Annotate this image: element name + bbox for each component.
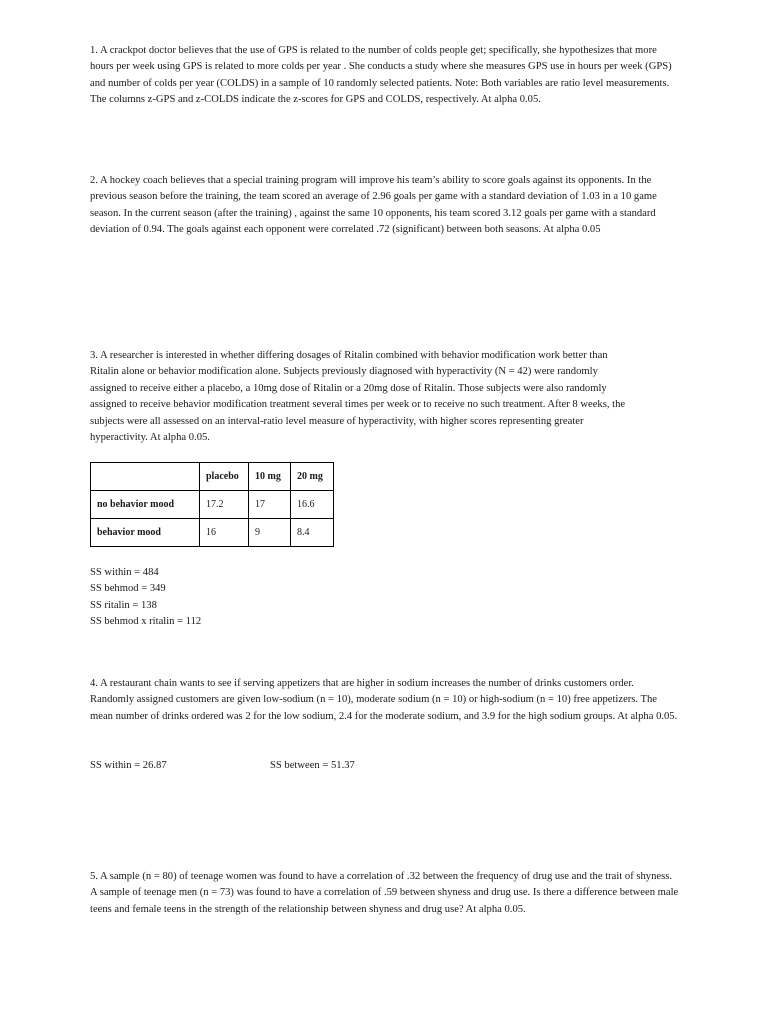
ritalin-means-table <box>90 462 334 547</box>
table-header-cell: placebo <box>200 463 249 491</box>
ss-behmod-value: SS behmod = 349 <box>90 583 166 595</box>
ss-within-value: SS within = 484 <box>90 567 159 578</box>
table-cell: 17 <box>249 491 291 519</box>
table-cell: 16.6 <box>291 491 334 519</box>
question-4-text: 4. A restaurant chain wants to see if serving appetizers that are higher in sodium increases the number of drinks customers order. Randomly assigned customers are given low-sodium (n = 10), moderate sodium (n = 10) or high-sodium (n = 10) free appetizers. The mean number of drinks ordered was 2 for the low sodium, 2.4 for the moderate sodium, and 3.9 for the high sodium groups. At alpha 0.05. <box>90 678 678 722</box>
table-row-label: behavior mood <box>91 519 200 547</box>
table-row-label: no behavior mood <box>91 491 200 519</box>
table-header-row <box>91 463 334 491</box>
table-row <box>91 491 334 519</box>
table-header-cell: 10 mg <box>249 463 291 491</box>
table-cell: 16 <box>200 519 249 547</box>
question-1-text: 1. A crackpot doctor believes that the use of GPS is related to the number of colds people get; specifically, she hypothesizes that more hours per week using GPS is related to more colds per year . She conducts a study where she measures GPS use in hours per week (GPS) and number of colds per year (COLDS) in a sample of 10 randomly selected patients. Note: Both variables are ratio level measurements. The columns z-GPS and z-COLDS indicate the z-scores for GPS and COLDS, respectively. At alpha 0.05. <box>90 45 672 106</box>
ss-ritalin-value: SS ritalin = 138 <box>90 599 157 611</box>
table-header-cell: 20 mg <box>291 463 334 491</box>
q4-ss-within-value: SS within = 26.87 <box>90 760 167 771</box>
table-cell: 17.2 <box>200 491 249 519</box>
question-2-text: 2. A hockey coach believes that a special training program will improve his team’s ability to score goals against its opponents. In the previous season before the training, the team scored an average of 2.96 goals per game with a standard deviation of 1.03 in a 10 game season. In the current season (after the training) , against the same 10 opponents, his team scored 3.12 goals per game with a standard deviation of 0.94. The goals against each opponent were correlated .72 (significant) between both seasons. At alpha 0.05 <box>90 175 657 236</box>
q4-ss-between-value: SS between = 51.37 <box>270 760 355 771</box>
ss-interaction-value: SS behmod x ritalin = 112 <box>90 616 202 628</box>
table-row <box>91 519 334 547</box>
question-3-text: 3. A researcher is interested in whether differing dosages of Ritalin combined with behavior modification work better than Ritalin alone or behavior modification alone. Subjects previously diagnosed with hyperactivity (N = 42) were randomly assigned to receive either a placebo, a 10mg dose of Ritalin or a 20mg dose of Ritalin. Those subjects were also randomly assigned to receive behavior modification treatment several times per week or to receive no such treatment. After 8 weeks, the subjects were all assessed on an interval-ratio level measure of hyperactivity, with higher scores representing greater hyperactivity. At alpha 0.05. <box>90 350 626 444</box>
table-cell: 8.4 <box>291 519 334 547</box>
table-header-cell <box>91 463 200 491</box>
question-3-ss-list <box>90 565 201 631</box>
table-cell: 9 <box>249 519 291 547</box>
question-5-text: 5. A sample (n = 80) of teenage women was found to have a correlation of .32 between the frequency of drug use and the trait of shyness. A sample of teenage men (n = 73) was found to have a correlation of .59 between shyness and drug use. Is there a difference between male teens and female teens in the strength of the relationship between shyness and drug use? At alpha 0.05. <box>90 871 679 915</box>
